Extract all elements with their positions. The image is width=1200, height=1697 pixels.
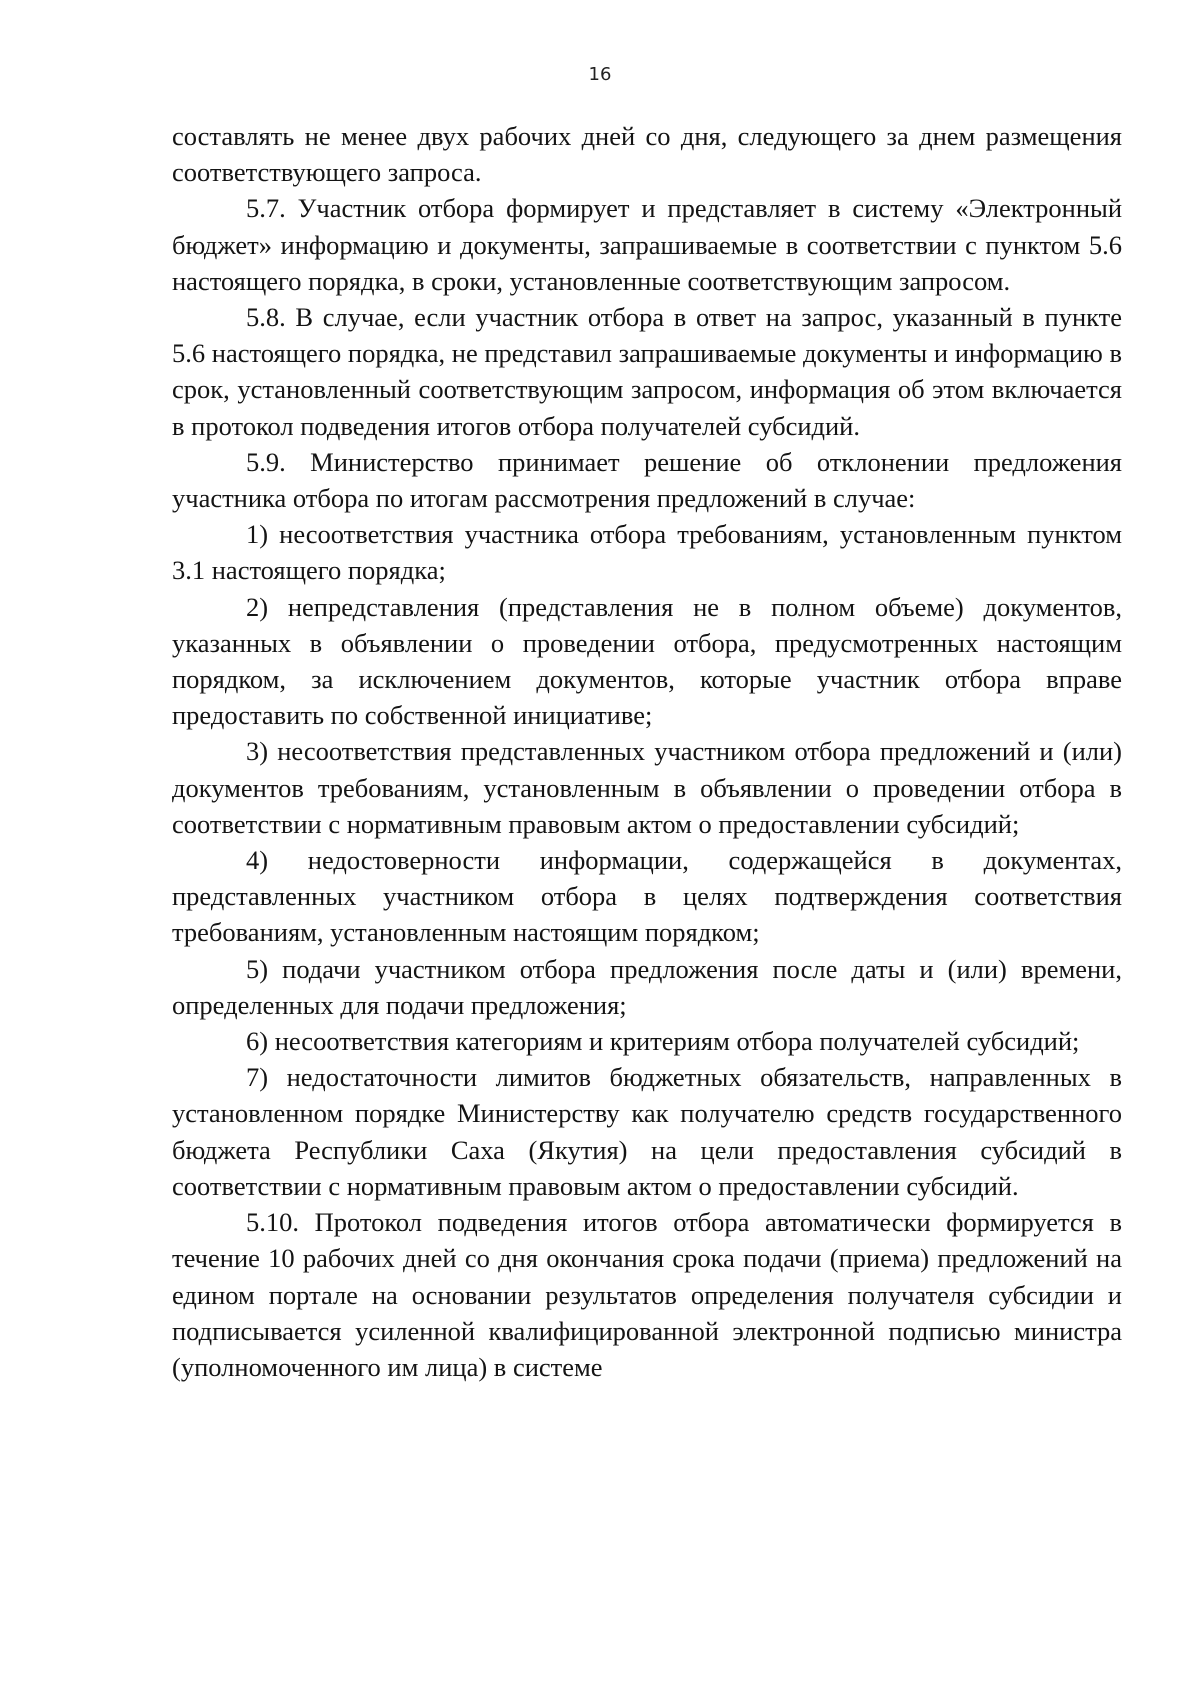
paragraph-5-7: 5.7. Участник отбора формирует и представляет в систему «Электронный бюджет» информацию и документы, запрашиваемые в соответствии с пунктом 5.6 настоящего порядка, в сроки, установленные соответствующим запросом. xyxy=(172,193,1122,296)
list-item-1: 1) несоответствия участника отбора требованиям, установленным пунктом 3.1 настоящего порядка; xyxy=(172,519,1122,586)
paragraph-5-10: 5.10. Протокол подведения итогов отбора автоматически формируется в течение 10 рабочих дней со дня окончания срока подачи (приема) предложений на едином портале на основании результатов определения получателя субсидии и подписывается усиленной квалифицированной электронной подписью министра (уполномоченного им лица) в системе xyxy=(172,1207,1122,1382)
document-body xyxy=(172,118,1122,1385)
list-item-3: 3) несоответствия представленных участником отбора предложений и (или) документов требованиям, установленным в объявлении о проведении отбора в соответствии с нормативным правовым актом о предоставлении субсидий; xyxy=(172,736,1122,839)
paragraph-continuation: составлять не менее двух рабочих дней со дня, следующего за днем размещения соответствующего запроса. xyxy=(172,121,1122,188)
paragraph-5-8: 5.8. В случае, если участник отбора в ответ на запрос, указанный в пункте 5.6 настоящего порядка, не представил запрашиваемые документы и информацию в срок, установленный соответствующим запросом, информация об этом включается в протокол подведения итогов отбора получателей субсидий. xyxy=(172,302,1122,441)
page-number: 16 xyxy=(588,64,612,85)
list-item-4: 4) недостоверности информации, содержащейся в документах, представленных участником отбора в целях подтверждения соответствия требованиям, установленным настоящим порядком; xyxy=(172,845,1122,948)
list-item-6: 6) несоответствия категориям и критериям отбора получателей субсидий; xyxy=(246,1026,1080,1057)
list-item-7: 7) недостаточности лимитов бюджетных обязательств, направленных в установленном порядке Министерству как получателю средств государственного бюджета Республики Саха (Якутия) на цели предоставления субсидий в соответствии с нормативным правовым актом о предоставлении субсидий. xyxy=(172,1062,1122,1201)
paragraph-5-9: 5.9. Министерство принимает решение об отклонении предложения участника отбора по итогам рассмотрения предложений в случае: xyxy=(172,446,1122,514)
list-item-2: 2) непредставления (представления не в полном объеме) документов, указанных в объявлении о проведении отбора, предусмотренных настоящим порядком, за исключением документов, которые участник отбора вправе предоставить по собственной инициативе; xyxy=(172,591,1122,731)
list-item-5: 5) подачи участником отбора предложения после даты и (или) времени, определенных для подачи предложения; xyxy=(172,953,1122,1020)
